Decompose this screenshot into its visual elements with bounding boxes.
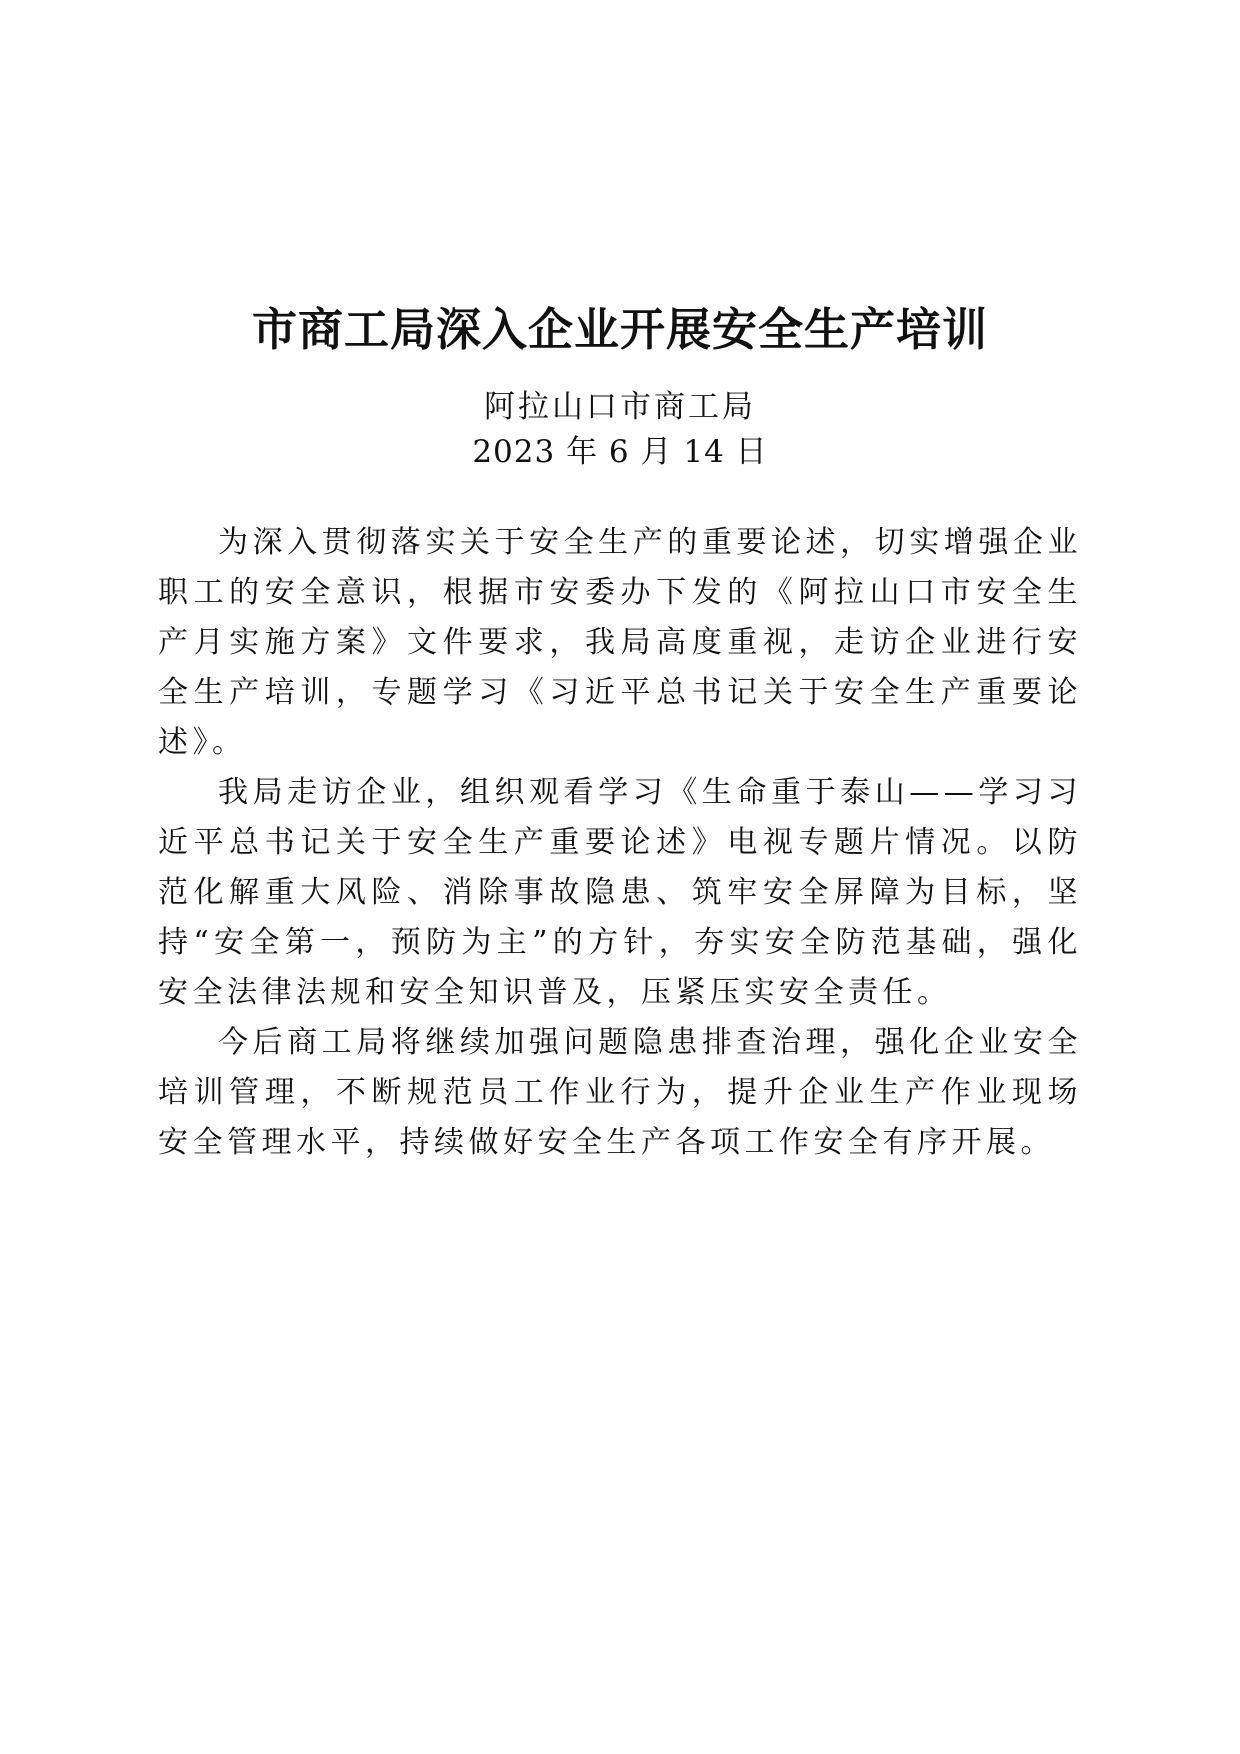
document-date: 2023 年 6 月 14 日 [472,434,768,470]
document-title: 市商工局深入企业开展安全生产培训 [251,303,988,356]
body-paragraph: 为深入贯彻落实关于安全生产的重要论述，切实增强企业职工的安全意识，根据市安委办下发的《阿拉山口市安全生产月实施方案》文件要求，我局高度重视，走访企业进行安全生产培训，专题学习《习近平总书记关于安全生产重要论述》。 [158,525,1082,760]
document-body [158,518,1082,1168]
document-author: 阿拉山口市商工局 [484,389,756,425]
body-paragraph: 今后商工局将继续加强问题隐患排查治理，强化企业安全培训管理，不断规范员工作业行为，提升企业生产作业现场安全管理水平，持续做好安全生产各项工作安全有序开展。 [158,1025,1082,1160]
body-paragraph: 我局走访企业，组织观看学习《生命重于泰山——学习习近平总书记关于安全生产重要论述》电视专题片情况。以防范化解重大风险、消除事故隐患、筑牢安全屏障为目标，坚持“安全第一，预防为主”的方针，夯实安全防范基础，强化安全法律法规和安全知识普及，压紧压实安全责任。 [158,775,1082,1010]
